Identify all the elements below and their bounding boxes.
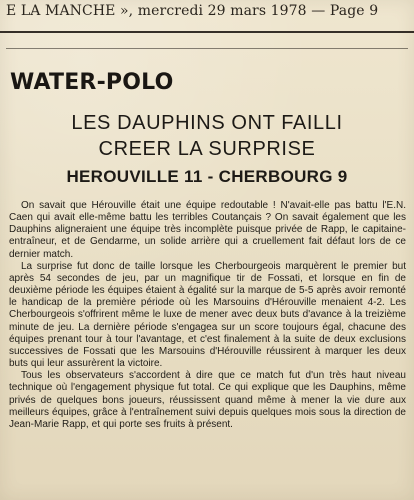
header-rule	[0, 31, 414, 33]
article-paragraph-2: La surprise fut donc de taille lorsque les Cherbourgeois marquèrent le premier but après 54 secondes de jeu, par un magnifique tir de Fossati, et lorsque en fin de deuxième période les équipes étaient à égalité sur la marque de 5-5 après avoir remonté le handicap de la première période où les Marsouins d'Hérouville menaient 4-2. Les Cherbourgeois s'offrirent même le luxe de mener avec deux buts d'avance à la treizième minute de jeu. La dernière période s'engagea sur un score toujours égal, chacune des équipes prenant tour à tour l'avantage, et c'est finalement à la suite de deux exclusions successives de Fossati que les Marsouins d'Hérouville réussirent à marquer les deux buts qui leur assurèrent la victoire.	[9, 260, 406, 370]
article-paragraph-3: Tous les observateurs s'accordent à dire que ce match fut d'un très haut niveau technique où l'engagement physique fut total. Ce qui explique que les Dauphins, même privés de quelques bons joueurs, réussissent quand même à mener la vie dure aux meilleurs équipes, grâce à l'entraînement suivi depuis quelques mois sous la direction de Jean-Marie Rapp, et qui porte ses fruits à présent.	[9, 370, 406, 430]
match-score-heading: HEROUVILLE 11 - CHERBOURG 9	[66, 167, 348, 186]
article-paragraph-1: On savait que Hérouville était une équipe redoutable ! N'avait-elle pas battu l'E.N. Caen qui avait elle-même battu les terribles Coutançais ? On savait également que les Dauphins aligneraient une équipe très incomplète puisque privée de Rapp, le capitaine-entraîneur, et de Gendarme, un solide arrière qui a cruellement fait défaut lors de ce dernier match.	[9, 200, 406, 260]
headline-line-2: CREER LA SURPRISE	[98, 138, 316, 160]
page-header: E LA MANCHE », mercredi 29 mars 1978 — Page 9	[6, 3, 379, 19]
section-title: WATER-POLO	[10, 70, 174, 95]
headline-line-1: LES DAUPHINS ONT FAILLI	[71, 112, 343, 134]
header-subrule	[6, 48, 408, 49]
article-body	[9, 200, 406, 431]
